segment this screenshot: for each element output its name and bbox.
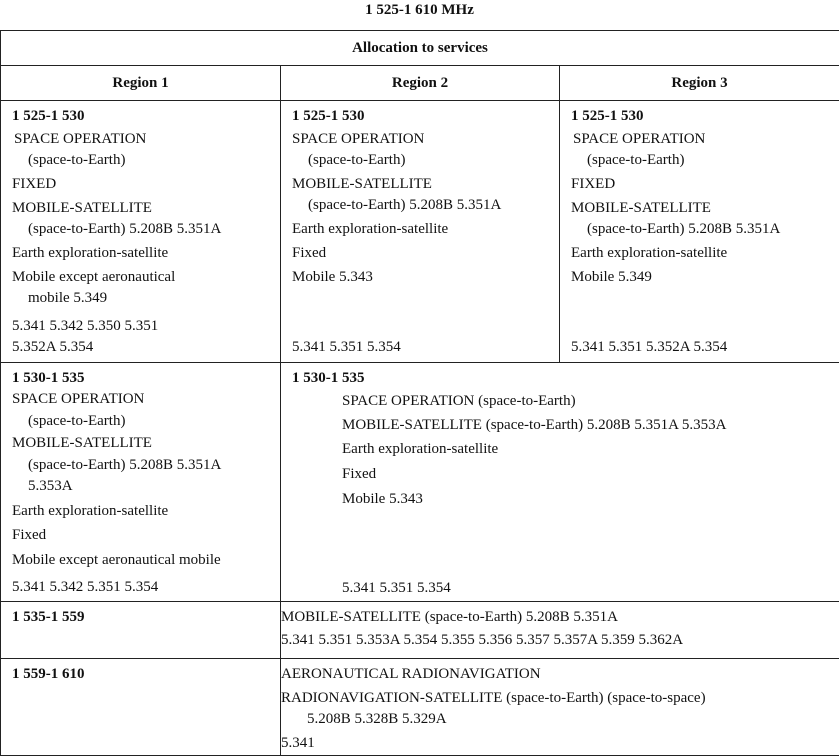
- region1-header: [1, 66, 281, 101]
- service-line: (space-to-Earth): [28, 152, 125, 169]
- service-line: MOBILE-SATELLITE: [12, 435, 152, 452]
- service-line: AERONAUTICAL RADIONAVIGATION: [281, 666, 541, 683]
- service-line: Mobile 5.343: [342, 491, 423, 508]
- service-line: MOBILE-SATELLITE: [12, 200, 152, 217]
- service-line: SPACE OPERATION: [573, 131, 705, 148]
- footnotes: 5.341 5.342 5.351 5.354: [12, 579, 158, 596]
- service-line: Fixed: [292, 245, 326, 262]
- service-line: Earth exploration-satellite: [292, 221, 448, 238]
- row1-region2-cell: [281, 101, 560, 363]
- service-line: (space-to-Earth): [308, 152, 405, 169]
- footnotes: 5.341 5.342 5.350 5.351: [12, 318, 158, 335]
- region2-header: [281, 66, 560, 101]
- band-label: 1 535-1 559: [12, 609, 85, 626]
- service-line: (space-to-Earth): [587, 152, 684, 169]
- service-line: Earth exploration-satellite: [342, 441, 498, 458]
- allocation-table: [0, 30, 839, 756]
- service-line: Mobile 5.349: [571, 269, 652, 286]
- row1-region1-cell: [1, 101, 281, 363]
- service-line: Fixed: [12, 527, 46, 544]
- service-line: MOBILE-SATELLITE: [571, 200, 711, 217]
- service-line: (space-to-Earth) 5.208B 5.351A: [28, 221, 221, 238]
- region1-header-label: Region 1: [1, 75, 280, 92]
- region3-header-label: Region 3: [560, 75, 839, 92]
- footnotes: 5.341 5.351 5.354: [292, 339, 401, 356]
- service-line: FIXED: [12, 176, 56, 193]
- band-label: 1 559-1 610: [12, 666, 85, 683]
- band-label: 1 530-1 535: [12, 370, 85, 387]
- service-line: (space-to-Earth): [28, 413, 125, 430]
- footnotes: 5.352A 5.354: [12, 339, 93, 356]
- service-line: SPACE OPERATION: [292, 131, 424, 148]
- page-title: 1 525-1 610 MHz: [0, 0, 839, 30]
- service-line: Earth exploration-satellite: [12, 245, 168, 262]
- service-line: Mobile 5.343: [292, 269, 373, 286]
- row4-band-cell: [1, 659, 281, 756]
- band-label: 1 530-1 535: [292, 370, 365, 387]
- service-line: Mobile except aeronautical: [12, 269, 175, 286]
- service-line: Mobile except aeronautical mobile: [12, 552, 221, 569]
- band-label: 1 525-1 530: [571, 108, 644, 125]
- service-line: MOBILE-SATELLITE (space-to-Earth) 5.208B 5.351A: [281, 609, 618, 626]
- service-line: Earth exploration-satellite: [571, 245, 727, 262]
- service-line: (space-to-Earth) 5.208B 5.351A: [308, 197, 501, 214]
- service-line: Fixed: [342, 466, 376, 483]
- service-line: FIXED: [571, 176, 615, 193]
- service-line: (space-to-Earth) 5.208B 5.351A: [28, 457, 221, 474]
- service-line: RADIONAVIGATION-SATELLITE (space-to-Earth) (space-to-space): [281, 690, 706, 707]
- band-label: 1 525-1 530: [12, 108, 85, 125]
- row3-services-cell: [281, 602, 839, 659]
- service-line: MOBILE-SATELLITE (space-to-Earth) 5.208B 5.351A 5.353A: [342, 417, 727, 434]
- row2-region1-cell: [1, 363, 281, 602]
- row2-region23-cell: [281, 363, 839, 602]
- service-line: Earth exploration-satellite: [12, 503, 168, 520]
- footnotes: 5.341 5.351 5.354: [342, 580, 451, 597]
- region2-header-label: Region 2: [281, 75, 559, 92]
- service-line: SPACE OPERATION: [12, 391, 144, 408]
- service-line: 5.353A: [28, 478, 73, 495]
- allocation-header-label: Allocation to services: [1, 40, 839, 57]
- service-line: MOBILE-SATELLITE: [292, 176, 432, 193]
- row3-band-cell: [1, 602, 281, 659]
- service-line: (space-to-Earth) 5.208B 5.351A: [587, 221, 780, 238]
- allocation-header: [1, 31, 839, 66]
- band-label: 1 525-1 530: [292, 108, 365, 125]
- footnotes: 5.341: [281, 735, 315, 752]
- service-line: mobile 5.349: [28, 290, 107, 307]
- footnotes: 5.341 5.351 5.353A 5.354 5.355 5.356 5.357 5.357A 5.359 5.362A: [281, 632, 683, 649]
- footnotes: 5.341 5.351 5.352A 5.354: [571, 339, 727, 356]
- region3-header: [560, 66, 839, 101]
- service-line: SPACE OPERATION (space-to-Earth): [342, 393, 576, 410]
- row1-region3-cell: [560, 101, 839, 363]
- service-line: 5.208B 5.328B 5.329A: [307, 711, 447, 728]
- service-line: SPACE OPERATION: [14, 131, 146, 148]
- row4-services-cell: [281, 659, 839, 756]
